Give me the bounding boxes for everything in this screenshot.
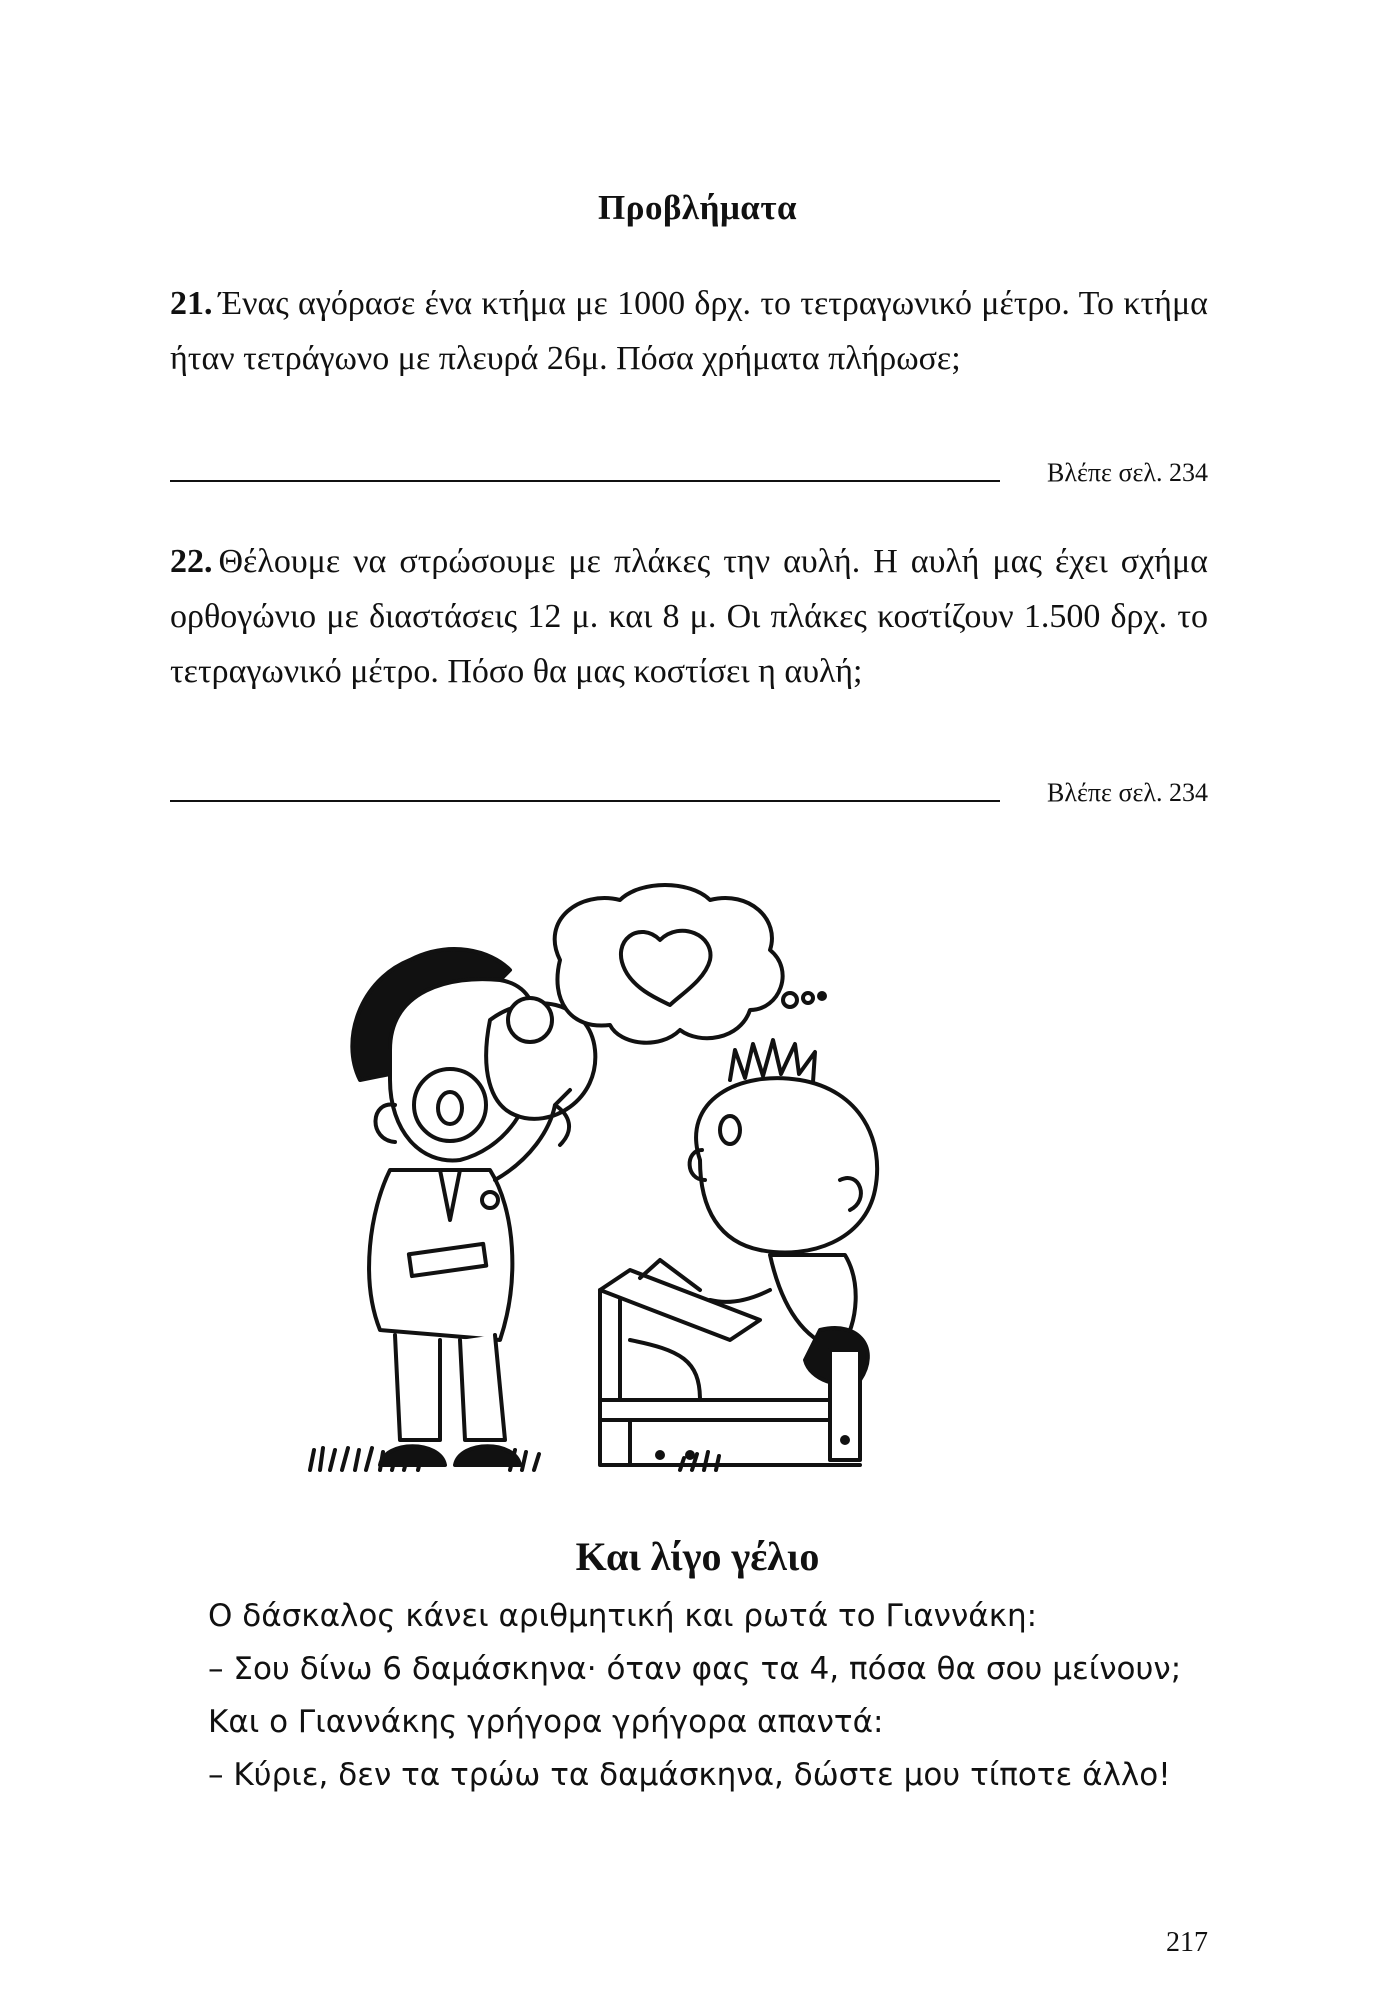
thought-cloud [555, 885, 783, 1043]
joke-line: Ο δάσκαλος κάνει αριθμητική και ρωτά το Γιαννάκη: [208, 1598, 1038, 1634]
desk-bench [600, 1400, 860, 1420]
desk-dot [687, 1452, 693, 1458]
thought-bubble [555, 885, 825, 1043]
teacher-glasses-lens-2 [508, 998, 552, 1042]
joke-title: Και λίγο γέλιο [575, 1534, 820, 1579]
pupil-hair [730, 1040, 815, 1082]
thought-dot-3 [819, 993, 825, 999]
problem-22 [170, 534, 1208, 699]
teacher-student-cartoon [300, 880, 1100, 1490]
desk-top [600, 1270, 760, 1340]
joke-line: – Σου δίνω 6 δαμάσκηνα· όταν φας τα 4, πόσα θα σου μείνουν; [208, 1651, 1182, 1687]
desk-front-panel [600, 1290, 620, 1400]
reference-line-21 [170, 452, 1208, 488]
pupil-head [696, 1078, 877, 1252]
desk-bench-support [630, 1340, 700, 1400]
desk-dot [842, 1437, 848, 1443]
problem-21 [170, 276, 1208, 386]
page-reference: Βλέπε σελ. 234 [1047, 458, 1208, 487]
page-reference: Βλέπε σελ. 234 [1047, 778, 1208, 807]
desk-dot [657, 1452, 663, 1458]
answer-rule [170, 800, 1000, 802]
teacher-button [482, 1192, 498, 1208]
problem-number: 21. [170, 285, 213, 322]
thought-dot-1 [783, 993, 797, 1007]
joke-text [170, 1590, 1208, 1802]
answer-rule [170, 480, 1000, 482]
thought-dot-2 [803, 993, 813, 1003]
section-title: Προβλήματα [597, 188, 797, 227]
page-number: 217 [1166, 1927, 1208, 1958]
joke-line: – Κύριε, δεν τα τρώω τα δαμάσκηνα, δώστε μου τίποτε άλλο! [208, 1757, 1171, 1793]
joke-line: Και ο Γιαννάκης γρήγορα γρήγορα απαντά: [208, 1704, 884, 1740]
teacher-figure [352, 949, 595, 1465]
teacher-shoes [380, 1446, 520, 1465]
problem-number: 22. [170, 543, 213, 580]
problem-text: Θέλουμε να στρώσουμε με πλάκες την αυλή. Η αυλή μας έχει σχήμα ορθογώνιο με διαστάσεις 12 μ. και 8 μ. Οι πλάκες κοστίζουν 1.500 δρχ. το τετραγωνικό μέτρο. Πόσο θα μας κοστίσει η αυλή; [170, 543, 1208, 690]
problem-text: Ένας αγόρασε ένα κτήμα με 1000 δρχ. το τετραγωνικό μέτρο. Το κτήμα ήταν τετράγωνο με πλευρά 26μ. Πόσα χρήματα πλήρωσε; [170, 285, 1208, 377]
teacher-legs [395, 1335, 505, 1440]
pupil-arm [710, 1290, 770, 1302]
teacher-glasses-lens [414, 1069, 486, 1141]
reference-line-22 [170, 772, 1208, 808]
desk-leg-left [600, 1420, 630, 1465]
